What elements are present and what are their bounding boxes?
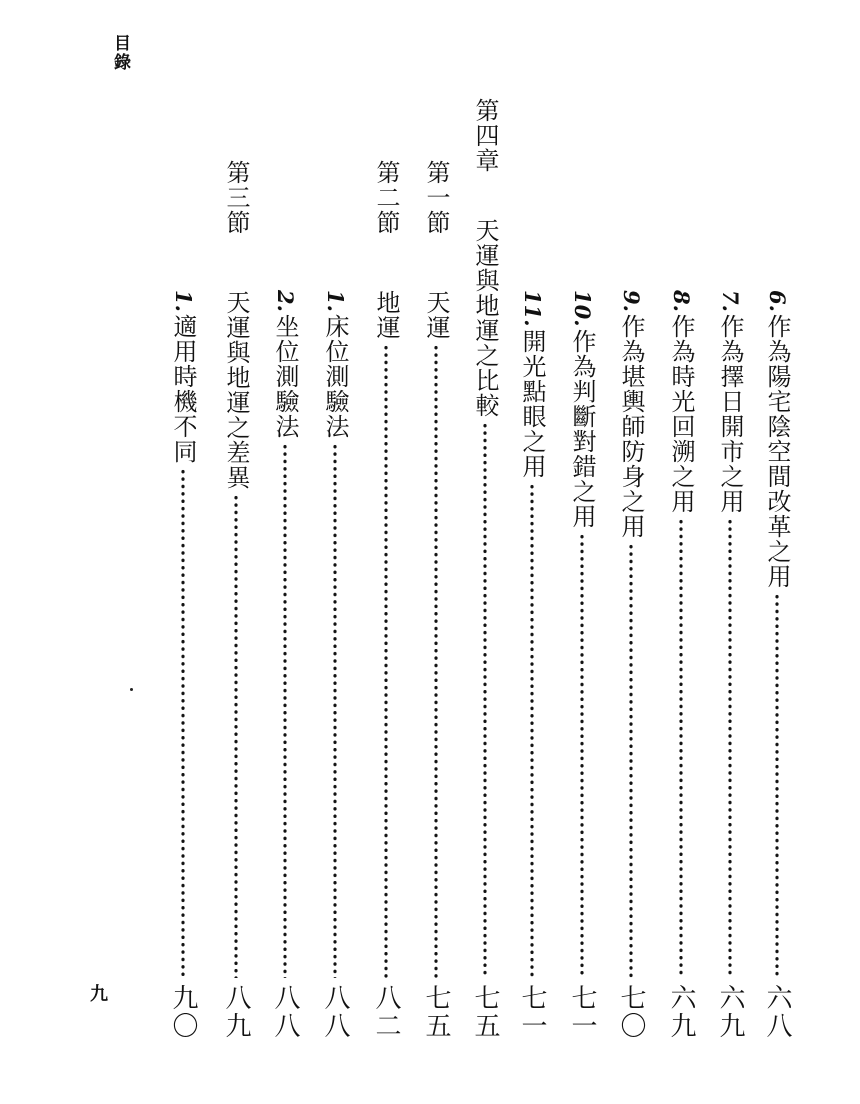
entry-page-number: 八二: [371, 984, 401, 1040]
dot-leader: [434, 344, 438, 978]
toc-entry-item-7[interactable]: [713, 290, 747, 1040]
entry-page-number: 六八: [762, 984, 792, 1040]
item-number: 1.: [323, 290, 348, 312]
entry-page-number: 七〇: [616, 984, 646, 1040]
item-number: 2.: [273, 290, 298, 312]
entry-page-number: 八九: [221, 984, 251, 1040]
entry-page-number: 八八: [270, 984, 300, 1040]
item-number: 10.: [570, 290, 595, 327]
toc-entry-section-3[interactable]: [219, 290, 253, 1040]
dot-leader: [629, 543, 633, 978]
dot-leader: [679, 518, 683, 978]
entry-title: 天運: [422, 290, 450, 340]
toc-entry-item-8[interactable]: [664, 290, 698, 1040]
dot-leader: [283, 443, 287, 978]
toc-entry-sub-2[interactable]: [268, 290, 302, 1040]
item-number: 11.: [520, 290, 545, 327]
dot-leader: [384, 344, 388, 978]
item-number: 6.: [765, 290, 790, 312]
toc-entry-section-2[interactable]: [369, 290, 403, 1040]
running-head: 目錄: [110, 34, 130, 72]
entry-title: 適用時機不同: [169, 313, 197, 464]
entry-title: 地運: [372, 290, 400, 340]
entry-title: 作為判斷對錯之用: [568, 328, 596, 529]
dot-leader: [483, 422, 487, 978]
dot-leader: [728, 518, 732, 978]
section-label: 第二節: [372, 160, 400, 235]
entry-title: 天運與地運之差異: [222, 290, 250, 490]
entry-title: 作為堪輿師防身之用: [617, 313, 645, 539]
dot-leader: [580, 533, 584, 978]
entry-page-number: 七五: [421, 984, 451, 1040]
item-number: 1.: [171, 290, 196, 312]
entry-page-number: 七一: [517, 984, 547, 1040]
section-label: 第一節: [422, 160, 450, 235]
toc-entry-sub-3-1[interactable]: [166, 290, 200, 1040]
entry-page-number: 九〇: [168, 984, 198, 1040]
entry-title: 床位測驗法: [321, 313, 349, 439]
entry-title: 天運與地運之比較: [471, 218, 499, 418]
entry-page-number: 七五: [470, 984, 500, 1040]
chapter-label: 第四章: [471, 98, 499, 173]
entry-title: 作為陽宅陰空間改革之用: [763, 313, 791, 589]
item-number: 9.: [619, 290, 644, 312]
toc-entry-item-9[interactable]: [614, 290, 648, 1040]
section-label: 第三節: [222, 160, 250, 235]
entry-page-number: 六九: [666, 984, 696, 1040]
entry-title: 開光點眼之用: [518, 328, 546, 479]
toc-entry-chapter-4[interactable]: [468, 218, 502, 1040]
entry-page-number: 六九: [715, 984, 745, 1040]
dot-leader: [234, 494, 238, 978]
dot-leader: [530, 483, 534, 978]
dot-leader: [775, 593, 779, 978]
folio-page-number: 九: [90, 984, 108, 1005]
entry-title: 作為時光回溯之用: [667, 313, 695, 514]
print-speck: [130, 688, 133, 691]
toc-entry-item-6[interactable]: [760, 290, 794, 1040]
item-number: 7.: [718, 290, 743, 312]
toc-entry-item-11[interactable]: [515, 290, 549, 1040]
toc-entry-item-10[interactable]: [565, 290, 599, 1040]
item-number: 8.: [669, 290, 694, 312]
entry-page-number: 七一: [567, 984, 597, 1040]
dot-leader: [181, 468, 185, 978]
entry-title: 坐位測驗法: [271, 313, 299, 439]
entry-title: 作為擇日開市之用: [716, 313, 744, 514]
entry-page-number: 八八: [320, 984, 350, 1040]
toc-entry-section-1[interactable]: [419, 290, 453, 1040]
dot-leader: [333, 443, 337, 978]
toc-entry-sub-1[interactable]: [318, 290, 352, 1040]
